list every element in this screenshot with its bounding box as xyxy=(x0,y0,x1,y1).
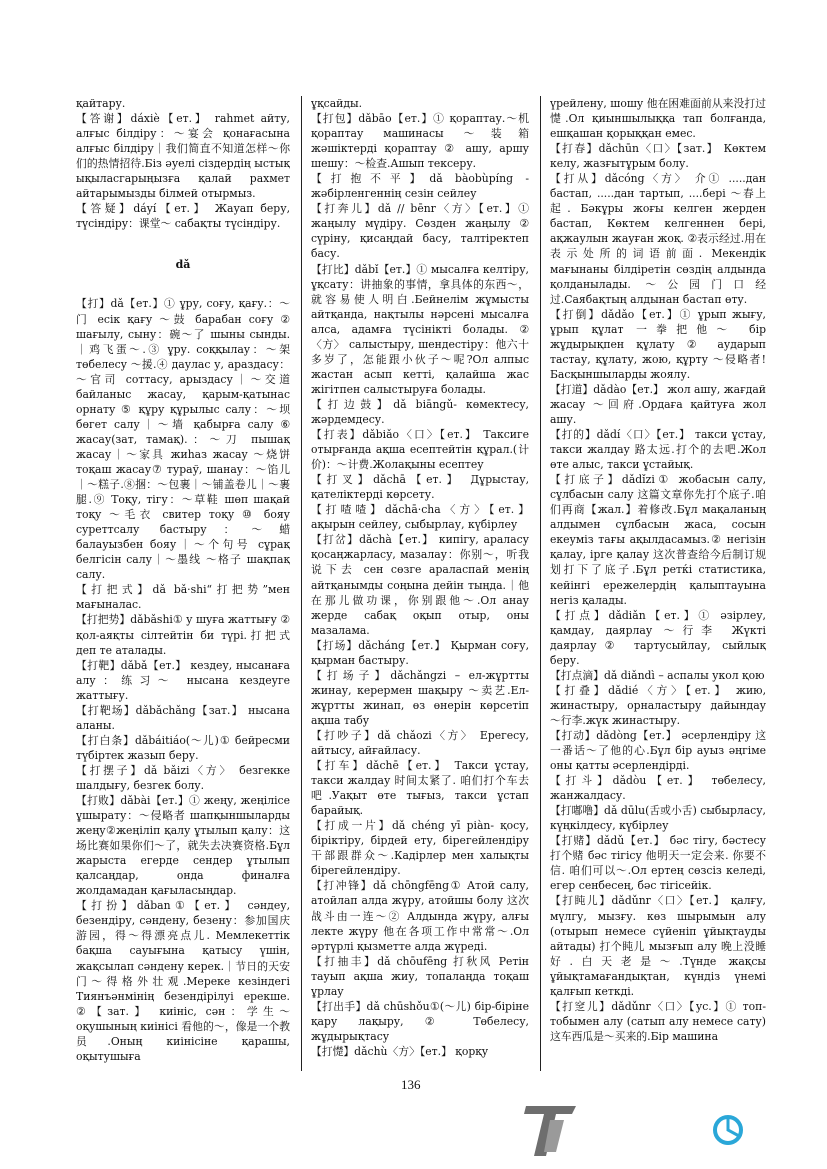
entry-dǎbiǎo: 【打表】dǎbiǎo〈口〉【ет.】 Таксиге отырғанда ақша есептейтін құрал.(计价)：～计费.Жолақыны есептеу xyxy=(311,428,529,472)
entry-dǎbǎchǎng: 【打靶场】dǎbǎchǎng【зат.】 нысана аланы. xyxy=(76,703,290,732)
entry-dǎdào: 【打道】dǎdào【ет.】 жол ашу, жағдай жасау ～回府.Ордаға қайтуға жол ашу. xyxy=(550,382,766,426)
entry-dǎdǎo: 【打倒】dǎdǎo【ет.】① ұрып жығу, ұрып құлат 一拳把他～ бір жұдырықпен құлату ② аударып тастау, құлату, жою, құрту ～侵略者! Басқыншыларды жоялу. xyxy=(550,307,766,381)
entry-dǎ-chǎozi: 【打吵子】dǎ chǎozi〈方〉 Ерегесу, айтысу, айғайласу. xyxy=(311,728,529,758)
entry-dǎchā: 【打叉】dǎchā【ет.】 Дұрыстау, қателіктерді көрсету. xyxy=(311,473,529,502)
entry-dǎ-chéng-yī-piàn: 【打成一片】dǎ chéng yī piàn- қосу, біріктіру, бірдей ету, бірегейлендіру 干部跟群众～.Кадірлер мен халықты бірегейлендіру. xyxy=(311,819,529,878)
entry-dáxiè: 【答谢】dáxiè【ет.】 rahmet aйту, алғыс білдіру：～宴会 қонағасына алғыс білдіру｜我们简直不知道怎样～你们的热情招待.Біз әуелі сіздердің ыстық ықыласгарыңызға қалай рахмет айтарымызды білмей отырмыз. xyxy=(76,112,290,201)
entry-dǎdòng: 【打动】dǎdòng【ет.】 әсерлендіру 这一番话～了他的心.Бұл бір ауыз әңгіме оны қатты әсерлендірді. xyxy=(550,728,766,773)
dictionary-column-1 xyxy=(76,96,290,1071)
entry-dǎbài: 【打败】dǎbài【ет.】① жеңу, жеңілісе ұшырату：～侵略者 шапқыншыларды жеңу②жеңіліп қалу ұтылып қалу：这场比赛如果你们～了，就失去决赛资格.Бұл жарыста егерде сендер ұтылып қалсаңдар, онда финалға жолдамадан қағыласыңдар. xyxy=(76,794,290,898)
entry-dǎdǔ: 【打赌】dǎdǔ【ет.】 бәс тігу, бәстесу 打个赌 бәс тігісу 他明天一定会来. 你要不信. 咱们可以～.Ол ертең сөзсіз келеді, егер сенбесең, бәс тігісейік. xyxy=(550,834,766,893)
logo-mark-icon xyxy=(520,1100,820,1160)
entry-dǎchǎngzi: 【打场子】dǎchǎngzi – ел-жұртты жинау, керермен шақыру ～卖艺.Ел-жұртты жинап, өз өнерін көрсетіп ақша табу xyxy=(311,668,529,727)
entry-dǎbēnr: 【打奔儿】dǎ // bēnr〈方〉【ет.】① жаңылу мүдіру. Сөзден жаңылу ② сүріну, қисаңдай басу, талтіректеп басу. xyxy=(311,202,529,261)
entry-dǎbǐ: 【打比】dǎbǐ【ет.】① мысалға келтіру, ұқсату：讲抽象的事情，拿具体的东西～，就容易使人明白.Бейнелім жұмысты айтқанда, нақтылы нәрсені мысалға алса, адамға түсінікті болады. ②〈方〉 салыстыру, шендестіру：他六十多岁了，怎能跟小伙子～呢?Ол алпыс жастан асып кетті, қалайша жас жігітпен салыстыруға болады. xyxy=(311,262,529,396)
entry-dǎdiǎn: 【打点】dǎdiǎn【ет.】① әзірлеу, қамдау, даярлау ～行李 Жүкті даярлау② тартусыйлау, сыйлық беру. xyxy=(550,608,766,667)
dictionary-column-3 xyxy=(550,96,766,1071)
entry-dǎchù: 【打憷】dǎchù〈方〉【ет.】 қорқу xyxy=(311,1044,489,1058)
column-divider xyxy=(540,96,541,1071)
entry-dǎdǔnr-2: 【打窆儿】dǎdǔnr〈口〉【ус.】① топ-тобымен алу (сатып алу немесе сату) 这车西瓜是～买来的.Бір машина xyxy=(550,999,766,1043)
entry-dǎbáitiáo: 【打白条】dǎbáitiáo(～儿)① бейресми түбіртек жазып беру. xyxy=(76,733,290,762)
entry-continuation: үрейлену, шошу 他在困难面前从来没打过憷.Ол қиыншылыққа тап болғанда, ешқашан қорыққан емес. xyxy=(550,97,766,141)
entry-dǎchācha: 【打喳喳】dǎchā·cha〈方〉【ет.】 ақырын сейлеу, сыбырлау, күбірлеу xyxy=(311,503,529,532)
entry-dǎ-diǎndì: 【打点滴】dǎ diǎndì – аспалы укол қою xyxy=(550,668,765,682)
entry-dǎ-chūshǒu: 【打出手】dǎ chūshǒu①(～儿) бір-біріне қару лақыру, ② Төбелесу, жұдырықтасу xyxy=(311,999,529,1043)
entry-dǎdòu: 【打斗】dǎdòu【ет.】 төбелесу, жанжалдасу. xyxy=(550,774,766,803)
entry-dǎbāo: 【打包】dǎbāo【ет.】① қораптау.～机 қораптау машинасы ～装箱 жәшіктерді қораптау ② ашу, аршу шешу：～检查.Ашып тексеру. xyxy=(311,112,529,171)
entry-dǎ-dūlu: 【打嘟噜】dǎ dūlu(舌或小舌) сыбырласу, күңкілдесу, күбірлеу xyxy=(550,804,766,833)
entry-dǎbǎshi: 【打把势】dǎbǎshi① у шуға жаттығу ② қол-аяқты сілтейтін би түрі.打把式 деп те аталады. xyxy=(76,613,290,657)
section-heading: dǎ xyxy=(175,258,191,272)
entry-continuation: қайтару. xyxy=(76,97,126,110)
column-divider xyxy=(301,96,302,1071)
dictionary-column-2 xyxy=(311,96,529,1071)
entry-dǎdí: 【打的】dǎdí〈口〉【ет.】 такси ұстау, такси жалдау 路太远.打个的去吧.Жол өте алыс, такси ұстайық. xyxy=(550,428,766,472)
entry-dǎban: 【打扮】dǎban①【ет.】 сәндеу, безендіру, сәндену, безену：参加国庆游园，得～得漂亮点儿. Мемлекеттік бақша сауығына қатысу үшін, жақсылап сәндену керек.｜节日的天安门～得格外壮观.Мереке кезіндегі Тиянъәнмінің безендірілуі ерекше. ②【зат.】 киініс, сән：学生～ оқушының киінісі 看他的～，像是一个教员.Оның киінісіне қарашы, оқытушыға xyxy=(76,899,290,1063)
entry-dǎdǐzi: 【打底子】dǎdǐzi① жобасын салу, сұлбасын салу 这篇文章你先打个底子.咱们再商【жал.】着修改.Бұл мақаланың алдымен сұлбасын жаса, сосын екеуміз тағы ақылдасамыз.② негізін қалау, ірге қалау 这次普查给今后制订规划打下了底子.Бұл ретќі статистика, кейінгі ережелердің қалыптауына негіз қалады. xyxy=(550,473,766,607)
entry-dǎdié: 【打叠】dǎdié〈方〉【ет.】 жию, жинастыру, орналастыру дайындау ～行李.жүк жинастыру. xyxy=(550,683,766,727)
entry-dǎdǔnr: 【打盹儿】dǎdǔnr〈口〉【ет.】 қалғу, мүлгу, мызғу. көз шырымын алу (отырып немесе сүйеніп ұйықтауды айтады) 打个盹儿 мызғып алу 晚上没睡好.白天老是～.Түнде жақсы ұйықтамағандықтан, күндіз үнемі қалғып кеткді. xyxy=(550,894,766,998)
entry-dǎ-bǎshi: 【打把式】dǎ bǎ·shi“打把势”мен мағыналас. xyxy=(76,583,290,612)
entry-dǎ: 【打】dǎ【ет.】① ұру, соғу, қағу.：～门 есік қағу ～鼓 барабан соғу ② шағылу, сыну：碗～了 шыны сынды.｜鸡飞蛋～.③ ұру. соққылау：～架 төбелесу ～援.④ даулас у, араздасу：～官司 соттасу, арыздасу｜～交道 байланыс жасау, қарым-қатынас орнату ⑤ құру құрылыс салу：～坝 бөгет салу｜～墙 қабырға салу ⑥ жасау(зат, тамақ).：～刀 пышақ жасау｜～家具 жиһаз жасау ～烧饼 тоқаш жасау⑦ тураў, шанау：～馅儿｜～糕子.⑧捆：～包裹｜～铺盖卷儿｜～裹腿.⑨ Тоқу, тігу：～草鞋 шөп шақай тоқу ～毛衣 свитер тоқу ⑩ бояу суреттсалу бастыру：～蜡 балауызбен бояу｜～个句号 сұрақ белгісін салу｜～墨线 ～格子 шақпақ салу. xyxy=(76,297,290,582)
entry-dǎ-bàobùpíng: 【打抱不平】dǎ bàobùpíng - жәбірленгеннің сезін сейлеу xyxy=(311,172,529,201)
entry-dǎ-chōufēng: 【打抽丰】dǎ chōufēng 打秋风 Ретін тауып ақша жиу, топалаңда тоқаш ұрлау xyxy=(311,954,529,998)
entry-dǎcháng: 【打场】dǎcháng【ет.】 Қырман соғу, қырман бастыру. xyxy=(311,638,529,667)
entry-dáyí: 【答疑】dáyí【ет.】 Жауап беру, түсіндіру：课堂～ сабақты түсіндіру. xyxy=(76,202,290,231)
entry-dǎcóng: 【打从】dǎcóng〈方〉 介① .....дан бастап, .....дан тартып, ....бері ～春上起. Бәкұры жоғы келген жерден бастап, Көктем келгеннен бері, ақжаулын жауған жоқ. ②表示经过.用在表示处所的词语前面. Мекендік мағынаны білдіретін сөздің алдында қолданылады. ～公园门口经过.Саябақтың алдынан бастап өту. xyxy=(550,172,766,306)
entry-dǎ-chōngfēng: 【打冲锋】dǎ chōngfēng① Атой салу, атойлап алда жүру, атойшы болу 这次战斗由一连～② Алдында жүру, алғы лекте жүру 他在各项工作中常常～.Ол әртүрлі қызметте алда жүреді. xyxy=(311,879,529,953)
page-number: 136 xyxy=(401,1077,421,1092)
entry-dǎchūn: 【打春】dǎchūn〈口〉【зат.】 Көктем келу, жазғытұрым болу. xyxy=(550,142,766,171)
entry-continuation: ұқсайды. xyxy=(311,97,362,110)
entry-dǎ-biāngǔ: 【打边鼓】dǎ biāngǔ- көмектесу, жәрдемдесу. xyxy=(311,397,529,426)
entry-dǎchē: 【打车】dǎchē【ет.】 Такси ұстау, такси жалдау 时间太紧了. 咱们打个车去吧.Уақыт өте тығыз, такси ұстап барайық. xyxy=(311,759,529,818)
entry-dǎbǎ: 【打靶】dǎbǎ【ет.】 кездеу, нысанаға алу：练习～ нысана кездеуге жаттығу. xyxy=(76,658,290,702)
site-logo xyxy=(520,1100,820,1160)
entry-dǎchà: 【打岔】dǎchà【ет.】 кипігу, араласу қосаңжарласу, мазалау：你别～，听我说下去 сен сөзге араласпай менің айтқанымды соңына дейін тыңда.｜他在那儿做功课，你别跟他～.Ол анау жерде сабақ оқып отыр, оны мазалама. xyxy=(311,533,529,637)
entry-dǎ-bǎizi: 【打摆子】dǎ bǎizi〈方〉 безгекке шалдығу, безгек болу. xyxy=(76,763,290,792)
